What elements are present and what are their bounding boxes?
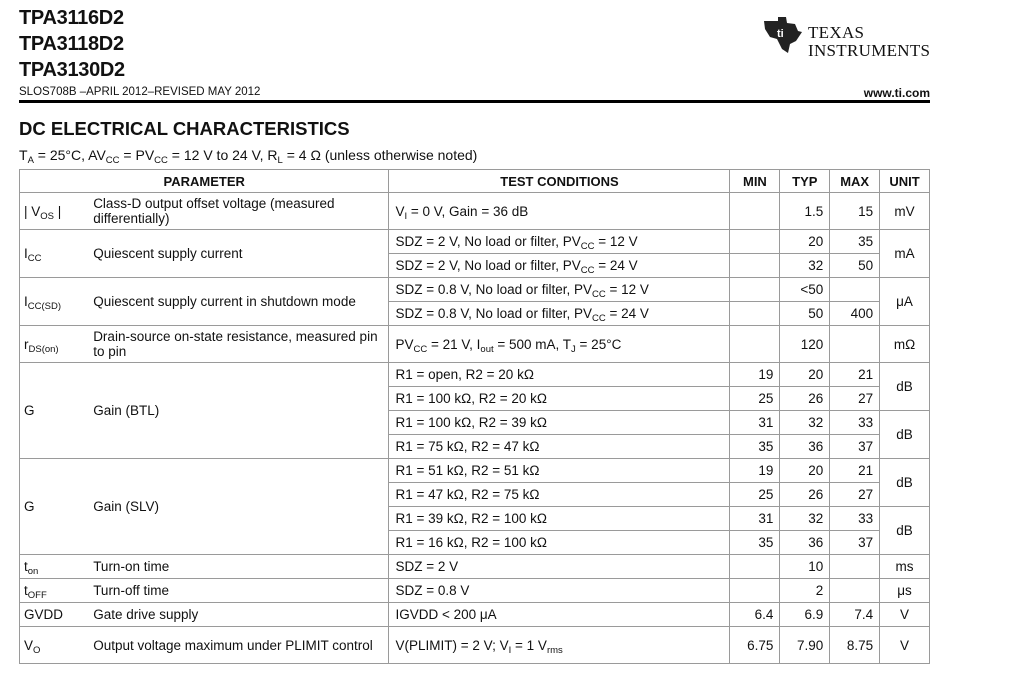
test-condition: R1 = 16 kΩ, R2 = 100 kΩ (389, 531, 730, 555)
param-description: Gain (SLV) (87, 459, 389, 555)
unit-value: ms (880, 555, 930, 579)
typ-value: 36 (780, 435, 830, 459)
table-row (20, 459, 930, 483)
param-description: Quiescent supply current (87, 230, 389, 278)
min-value: 19 (730, 363, 780, 387)
test-condition: R1 = 100 kΩ, R2 = 20 kΩ (389, 387, 730, 411)
param-symbol: $I_{CC(SD)}$ (20, 278, 88, 326)
unit-value: dB (880, 411, 930, 459)
param-description: Gate drive supply (87, 603, 389, 627)
unit-value: dB (880, 507, 930, 555)
document-id: SLOS708B –APRIL 2012–REVISED MAY 2012 (19, 86, 261, 98)
table-row (20, 555, 930, 579)
test-condition: SDZ = 2 V, No load or filter, $PV_{CC} = 24$ V (389, 254, 730, 278)
typ-value: 26 (780, 387, 830, 411)
typ-value: 120 (780, 326, 830, 363)
max-value: 33 (830, 507, 880, 531)
max-value: 37 (830, 531, 880, 555)
test-condition: SDZ = 2 V (389, 555, 730, 579)
svg-text:ti: ti (777, 28, 784, 40)
test-condition: SDZ = 0.8 V, No load or filter, $PV_{CC} = 12$ V (389, 278, 730, 302)
test-condition: $V_I = 0$ V, Gain = 36 dB (389, 193, 730, 230)
min-value (730, 193, 780, 230)
max-value: 21 (830, 459, 880, 483)
param-description: Drain-source on-state resistance, measured pin to pin (87, 326, 389, 363)
min-value: 19 (730, 459, 780, 483)
param-description: Turn-off time (87, 579, 389, 603)
part-number-3: TPA3130D2 (19, 59, 125, 81)
typ-value: 50 (780, 302, 830, 326)
param-description: Class-D output offset voltage (measured differentially) (87, 193, 389, 230)
typ-value: 1.5 (780, 193, 830, 230)
min-value: 31 (730, 507, 780, 531)
max-value: 50 (830, 254, 880, 278)
min-value: 35 (730, 531, 780, 555)
typ-value: 20 (780, 363, 830, 387)
min-value (730, 579, 780, 603)
max-value (830, 326, 880, 363)
test-condition: SDZ = 0.8 V, No load or filter, $PV_{CC} = 24$ V (389, 302, 730, 326)
param-symbol: G (20, 363, 88, 459)
param-symbol: $V_O$ (20, 627, 88, 664)
max-value: 7.4 (830, 603, 880, 627)
min-value: 6.4 (730, 603, 780, 627)
table-header-row (20, 170, 930, 193)
test-condition: R1 = 100 kΩ, R2 = 39 kΩ (389, 411, 730, 435)
part-number-1: TPA3116D2 (19, 7, 124, 29)
unit-value: V (880, 603, 930, 627)
typ-value: 20 (780, 230, 830, 254)
table-row (20, 230, 930, 254)
test-condition: R1 = 75 kΩ, R2 = 47 kΩ (389, 435, 730, 459)
min-value: 25 (730, 483, 780, 507)
typ-value: 6.9 (780, 603, 830, 627)
typ-value: 32 (780, 507, 830, 531)
typ-value: 10 (780, 555, 830, 579)
min-value (730, 302, 780, 326)
param-description: Output voltage maximum under PLIMIT control (87, 627, 389, 664)
typ-value: 32 (780, 411, 830, 435)
min-value: 6.75 (730, 627, 780, 664)
unit-value: mΩ (880, 326, 930, 363)
max-value: 21 (830, 363, 880, 387)
param-symbol: $t_{OFF}$ (20, 579, 88, 603)
table-row (20, 363, 930, 387)
param-symbol: $I_{CC}$ (20, 230, 88, 278)
test-condition: V(PLIMIT) = 2 V; $V_I = 1$ $V_{rms}$ (389, 627, 730, 664)
typ-value: 7.90 (780, 627, 830, 664)
min-value: 35 (730, 435, 780, 459)
test-condition: R1 = open, R2 = 20 kΩ (389, 363, 730, 387)
header-rule (19, 100, 930, 103)
header-min: MIN (730, 170, 780, 193)
param-symbol: | $V_{OS}$ | (20, 193, 88, 230)
table-row (20, 278, 930, 302)
header-typ: TYP (780, 170, 830, 193)
table-row (20, 326, 930, 363)
max-value: 37 (830, 435, 880, 459)
logo-text-instruments: INSTRUMENTS (808, 41, 931, 60)
unit-value: μs (880, 579, 930, 603)
unit-value: dB (880, 459, 930, 507)
header-unit: UNIT (880, 170, 930, 193)
website-link[interactable]: www.ti.com (863, 86, 930, 100)
test-conditions-note: $T_A = 25^\circ C$, $AV_{CC} = PV_{CC} = 12$ V to 24 V, $R_L = 4$ Ω (unless otherwise noted) (19, 147, 478, 166)
typ-value: <50 (780, 278, 830, 302)
min-value: 25 (730, 387, 780, 411)
max-value (830, 555, 880, 579)
max-value (830, 579, 880, 603)
part-number-2: TPA3118D2 (19, 33, 124, 55)
texas-instruments-logo (762, 15, 937, 59)
param-symbol: $t_{on}$ (20, 555, 88, 579)
param-description: Quiescent supply current in shutdown mode (87, 278, 389, 326)
unit-value: mV (880, 193, 930, 230)
typ-value: 36 (780, 531, 830, 555)
typ-value: 32 (780, 254, 830, 278)
max-value (830, 278, 880, 302)
min-value: 31 (730, 411, 780, 435)
dc-characteristics-table (19, 169, 930, 664)
test-condition: R1 = 39 kΩ, R2 = 100 kΩ (389, 507, 730, 531)
header-test-conditions: TEST CONDITIONS (389, 170, 730, 193)
max-value: 27 (830, 387, 880, 411)
max-value: 8.75 (830, 627, 880, 664)
min-value (730, 230, 780, 254)
test-condition: R1 = 47 kΩ, R2 = 75 kΩ (389, 483, 730, 507)
unit-value: mA (880, 230, 930, 278)
max-value: 27 (830, 483, 880, 507)
typ-value: 26 (780, 483, 830, 507)
header-parameter: PARAMETER (20, 170, 389, 193)
ti-map-icon (762, 15, 804, 55)
param-description: Gain (BTL) (87, 363, 389, 459)
section-title: DC ELECTRICAL CHARACTERISTICS (19, 118, 350, 139)
test-condition: IGVDD < 200 μA (389, 603, 730, 627)
typ-value: 2 (780, 579, 830, 603)
test-condition: SDZ = 0.8 V (389, 579, 730, 603)
max-value: 35 (830, 230, 880, 254)
max-value: 33 (830, 411, 880, 435)
unit-value: V (880, 627, 930, 664)
table-row (20, 603, 930, 627)
param-symbol: GVDD (20, 603, 88, 627)
test-condition: R1 = 51 kΩ, R2 = 51 kΩ (389, 459, 730, 483)
min-value (730, 254, 780, 278)
max-value: 400 (830, 302, 880, 326)
table-row (20, 627, 930, 664)
max-value: 15 (830, 193, 880, 230)
param-symbol: G (20, 459, 88, 555)
min-value (730, 555, 780, 579)
typ-value: 20 (780, 459, 830, 483)
param-description: Turn-on time (87, 555, 389, 579)
table-row (20, 193, 930, 230)
unit-value: μA (880, 278, 930, 326)
logo-text-texas: TEXAS (808, 23, 865, 42)
header-max: MAX (830, 170, 880, 193)
min-value (730, 278, 780, 302)
test-condition: SDZ = 2 V, No load or filter, $PV_{CC} = 12$ V (389, 230, 730, 254)
unit-value: dB (880, 363, 930, 411)
param-symbol: $r_{DS(on)}$ (20, 326, 88, 363)
test-condition: $PV_{CC} = 21$ V, $I_{out} = 500$ mA, $T_J = 25^\circ C$ (389, 326, 730, 363)
min-value (730, 326, 780, 363)
table-row (20, 579, 930, 603)
